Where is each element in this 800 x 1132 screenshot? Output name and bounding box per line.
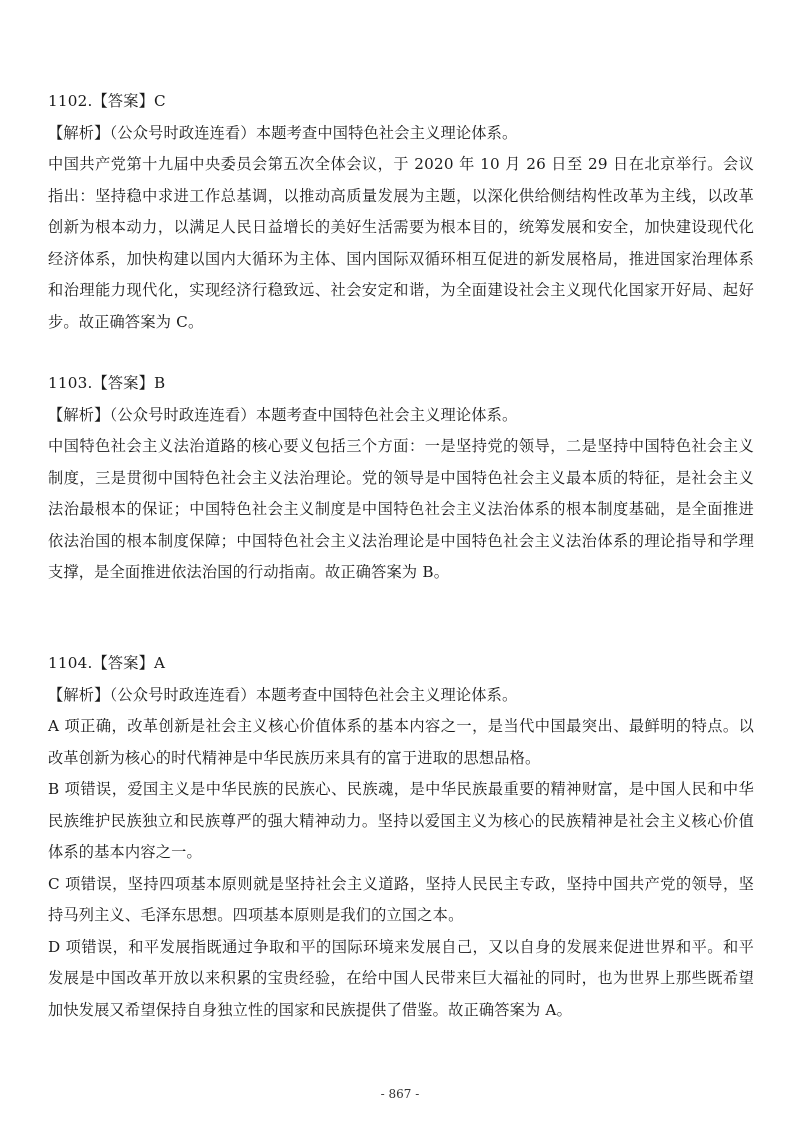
analysis-line: 【解析】（公众号时政连连看）本题考查中国特色社会主义理论体系。	[48, 405, 518, 424]
option-b-explanation: B 项错误，爱国主义是中华民族的民族心、民族魂，是中华民族最重要的精神财富，是中国人民和中华民族维护民族独立和民族尊严的强大精神动力。坚持以爱国主义为核心的民族精神是社会主义核心价值体系的基本内容之一。	[48, 780, 754, 861]
answer-line: 1103.【答案】B	[48, 374, 166, 392]
option-c-explanation: C 项错误，坚持四项基本原则就是坚持社会主义道路，坚持人民民主专政，坚持中国共产党的领导，坚持马列主义、毛泽东思想。四项基本原则是我们的立国之本。	[48, 874, 754, 924]
answer-entry-1102	[48, 86, 754, 338]
explanation-paragraph: 中国共产党第十九届中央委员会第五次全体会议，于 2020 年 10 月 26 日至 29 日在北京举行。会议指出：坚持稳中求进工作总基调，以推动高质量发展为主题，以深化供给侧结构性改革为主线，以改革创新为根本动力，以满足人民日益增长的美好生活需要为根本目的，统筹发展和安全，加快建设现代化经济体系，加快构建以国内大循环为主体、国内国际双循环相互促进的新发展格局，推进国家治理体系和治理能力现代化，实现经济行稳致远、社会安定和谐，为全面建设社会主义现代化国家开好局、起好步。故正确答案为 C。	[48, 155, 754, 331]
analysis-line: 【解析】（公众号时政连连看）本题考查中国特色社会主义理论体系。	[48, 123, 518, 142]
answer-entry-1103	[48, 368, 754, 589]
answer-line: 1102.【答案】C	[48, 92, 166, 110]
option-a-explanation: A 项正确，改革创新是社会主义核心价值体系的基本内容之一，是当代中国最突出、最鲜明的特点。以改革创新为核心的时代精神是中华民族历来具有的富于进取的思想品格。	[48, 717, 754, 767]
explanation-paragraph: 中国特色社会主义法治道路的核心要义包括三个方面：一是坚持党的领导，二是坚持中国特色社会主义制度，三是贯彻中国特色社会主义法治理论。党的领导是中国特色社会主义最本质的特征，是社会主义法治最根本的保证；中国特色社会主义制度是中国特色社会主义法治体系的根本制度基础，是全面推进依法治国的根本制度保障；中国特色社会主义法治理论是中国特色社会主义法治体系的理论指导和学理支撑，是全面推进依法治国的行动指南。故正确答案为 B。	[48, 437, 754, 581]
answer-entry-1104	[48, 648, 754, 1026]
option-d-explanation: D 项错误，和平发展指既通过争取和平的国际环境来发展自己，又以自身的发展来促进世界和平。和平发展是中国改革开放以来积累的宝贵经验，在给中国人民带来巨大福祉的同时，也为世界上那些既希望加快发展又希望保持自身独立性的国家和民族提供了借鉴。故正确答案为 A。	[48, 937, 754, 1019]
page-number: - 867 -	[380, 1087, 420, 1101]
answer-line: 1104.【答案】A	[48, 654, 166, 672]
analysis-line: 【解析】（公众号时政连连看）本题考查中国特色社会主义理论体系。	[48, 685, 518, 704]
